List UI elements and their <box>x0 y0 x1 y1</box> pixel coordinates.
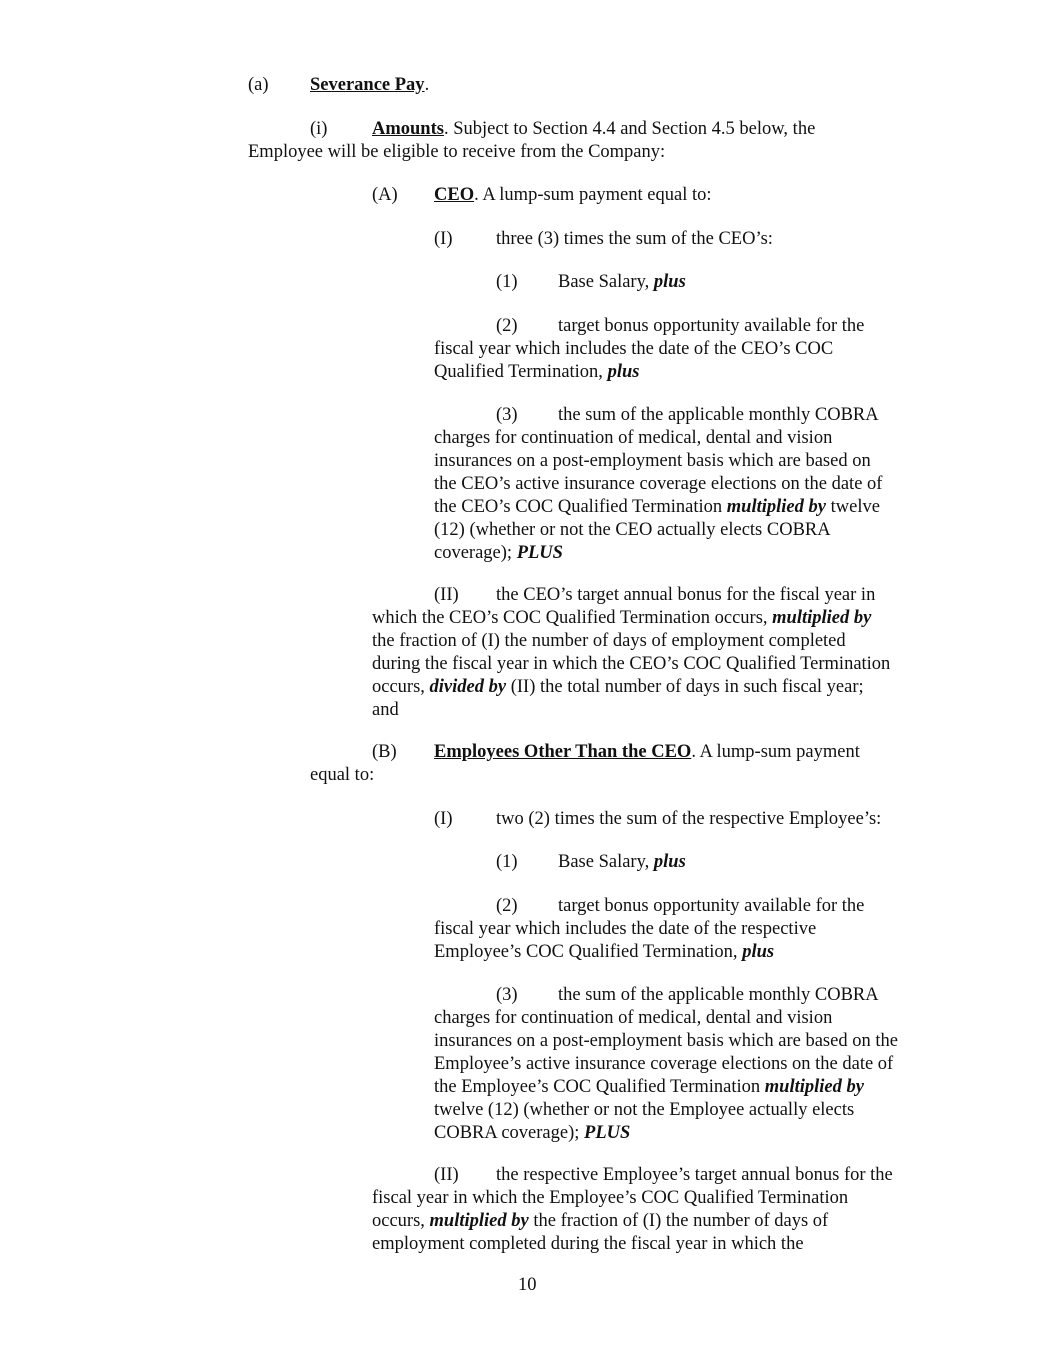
text-line <box>248 118 815 141</box>
text-line <box>434 941 864 964</box>
text-run: during the fiscal year in which the CEO’s COC Qualified Termination <box>372 654 891 674</box>
text-line <box>248 141 815 164</box>
text-line <box>372 630 890 653</box>
text-run: occurs, <box>372 677 430 697</box>
text-line <box>434 450 882 473</box>
text-run: the sum of the applicable monthly COBRA <box>558 985 879 1005</box>
text-run: twelve <box>825 497 880 517</box>
employee-item-II <box>372 1164 893 1256</box>
emphasized-text: multiplied by <box>772 608 872 628</box>
text-run: Employee will be eligible to receive from the Company: <box>248 142 666 162</box>
text-run: twelve (12) (whether or not the Employee actually elects <box>434 1100 855 1120</box>
employee-item-3 <box>434 984 898 1145</box>
text-run: Employee’s active insurance coverage elections on the date of <box>434 1054 894 1074</box>
text-run: and <box>372 700 399 720</box>
text-line <box>372 699 890 722</box>
text-line <box>372 1187 893 1210</box>
text-line <box>434 542 882 565</box>
emphasized-text: Amounts <box>372 119 444 139</box>
paragraph-label: (I) <box>434 809 453 829</box>
text-line <box>372 653 890 676</box>
text-line <box>434 427 882 450</box>
employee-item-2 <box>434 895 864 964</box>
text-run: Qualified Termination, <box>434 362 608 382</box>
text-run: Employee’s COC Qualified Termination, <box>434 942 743 962</box>
text-run: target bonus opportunity available for the <box>558 896 865 916</box>
text-line <box>434 918 864 941</box>
text-run: the respective Employee’s target annual bonus for the <box>496 1165 893 1185</box>
text-line <box>310 764 860 787</box>
emphasized-text: multiplied by <box>764 1077 864 1097</box>
emphasized-text: PLUS <box>584 1123 631 1143</box>
text-run: target bonus opportunity available for the <box>558 316 865 336</box>
paragraph-label: (II) <box>434 585 459 605</box>
text-run: Base Salary, <box>558 852 654 872</box>
emphasized-text: plus <box>607 362 640 382</box>
text-run: (12) (whether or not the CEO actually elects COBRA <box>434 520 831 540</box>
ceo-item-II <box>372 584 890 722</box>
emphasized-text: plus <box>653 852 686 872</box>
text-run: Base Salary, <box>558 272 654 292</box>
emphasized-text: divided by <box>429 677 507 697</box>
section-A-ceo <box>372 184 712 207</box>
text-line <box>434 228 773 251</box>
text-run: equal to: <box>310 765 375 785</box>
text-line <box>434 473 882 496</box>
text-run: . A lump-sum payment equal to: <box>474 185 712 205</box>
paragraph-label: (A) <box>372 185 398 205</box>
text-run: (II) the total number of days in such fiscal year; <box>506 677 864 697</box>
page-number: 10 <box>518 1275 537 1295</box>
section-a-severance-pay <box>248 74 429 97</box>
text-run: the CEO’s active insurance coverage elections on the date of <box>434 474 883 494</box>
paragraph-label: (3) <box>496 985 518 1005</box>
text-line <box>434 1122 898 1145</box>
paragraph-label: (a) <box>248 75 269 95</box>
text-line <box>434 1076 898 1099</box>
text-line <box>434 1030 898 1053</box>
text-run: the sum of the applicable monthly COBRA <box>558 405 879 425</box>
paragraph-label: (1) <box>496 272 518 292</box>
ceo-item-I <box>434 228 773 251</box>
text-line <box>496 271 686 294</box>
text-line <box>496 851 686 874</box>
emphasized-text: plus <box>653 272 686 292</box>
text-run: fiscal year which includes the date of the respective <box>434 919 817 939</box>
text-run: the CEO’s target annual bonus for the fiscal year in <box>496 585 876 605</box>
text-line <box>434 808 881 831</box>
employee-item-1 <box>496 851 686 874</box>
emphasized-text: CEO <box>434 185 475 205</box>
text-line <box>372 1233 893 1256</box>
emphasized-text: multiplied by <box>429 1211 529 1231</box>
paragraph-label: (2) <box>496 316 518 336</box>
text-line <box>372 676 890 699</box>
text-line <box>434 1007 898 1030</box>
text-line <box>434 361 864 384</box>
text-run: fiscal year in which the Employee’s COC Qualified Termination <box>372 1188 849 1208</box>
employee-item-I <box>434 808 881 831</box>
text-run: . A lump-sum payment <box>691 742 860 762</box>
text-run: the CEO’s COC Qualified Termination <box>434 497 727 517</box>
text-run: fiscal year which includes the date of the CEO’s COC <box>434 339 834 359</box>
text-run: which the CEO’s COC Qualified Termination occurs, <box>372 608 773 628</box>
text-line <box>372 1210 893 1233</box>
text-run: insurances on a post-employment basis which are based on the <box>434 1031 898 1051</box>
text-run: the fraction of (I) the number of days of <box>528 1211 829 1231</box>
ceo-item-3 <box>434 404 882 565</box>
text-line <box>372 184 712 207</box>
text-run: COBRA coverage); <box>434 1123 585 1143</box>
emphasized-text: PLUS <box>516 543 563 563</box>
text-run: occurs, <box>372 1211 430 1231</box>
text-run: two (2) times the sum of the respective Employee’s: <box>496 809 882 829</box>
paragraph-label: (II) <box>434 1165 459 1185</box>
text-line <box>434 1053 898 1076</box>
text-line <box>434 1099 898 1122</box>
text-line <box>434 496 882 519</box>
emphasized-text: Employees Other Than the CEO <box>434 742 692 762</box>
text-run: charges for continuation of medical, dental and vision <box>434 428 833 448</box>
emphasized-text: multiplied by <box>726 497 826 517</box>
text-run: . Subject to Section 4.4 and Section 4.5 below, the <box>443 119 816 139</box>
ceo-item-1 <box>496 271 686 294</box>
emphasized-text: Severance Pay <box>310 75 425 95</box>
paragraph-label: (1) <box>496 852 518 872</box>
text-run: three (3) times the sum of the CEO’s: <box>496 229 773 249</box>
paragraph-label: (i) <box>310 119 328 139</box>
text-line <box>434 338 864 361</box>
paragraph-label: (3) <box>496 405 518 425</box>
text-run: . <box>424 75 430 95</box>
paragraph-label: (I) <box>434 229 453 249</box>
text-line <box>248 74 429 97</box>
text-run: insurances on a post-employment basis which are based on <box>434 451 871 471</box>
text-line <box>372 607 890 630</box>
text-run: the fraction of (I) the number of days of employment completed <box>372 631 846 651</box>
text-run: employment completed during the fiscal year in which the <box>372 1234 804 1254</box>
section-i-amounts <box>248 118 815 164</box>
text-run: the Employee’s COC Qualified Termination <box>434 1077 765 1097</box>
paragraph-label: (B) <box>372 742 397 762</box>
text-line <box>434 519 882 542</box>
text-run: charges for continuation of medical, dental and vision <box>434 1008 833 1028</box>
text-run: coverage); <box>434 543 517 563</box>
ceo-item-2 <box>434 315 864 384</box>
paragraph-label: (2) <box>496 896 518 916</box>
emphasized-text: plus <box>742 942 775 962</box>
section-B-employees <box>310 741 860 787</box>
